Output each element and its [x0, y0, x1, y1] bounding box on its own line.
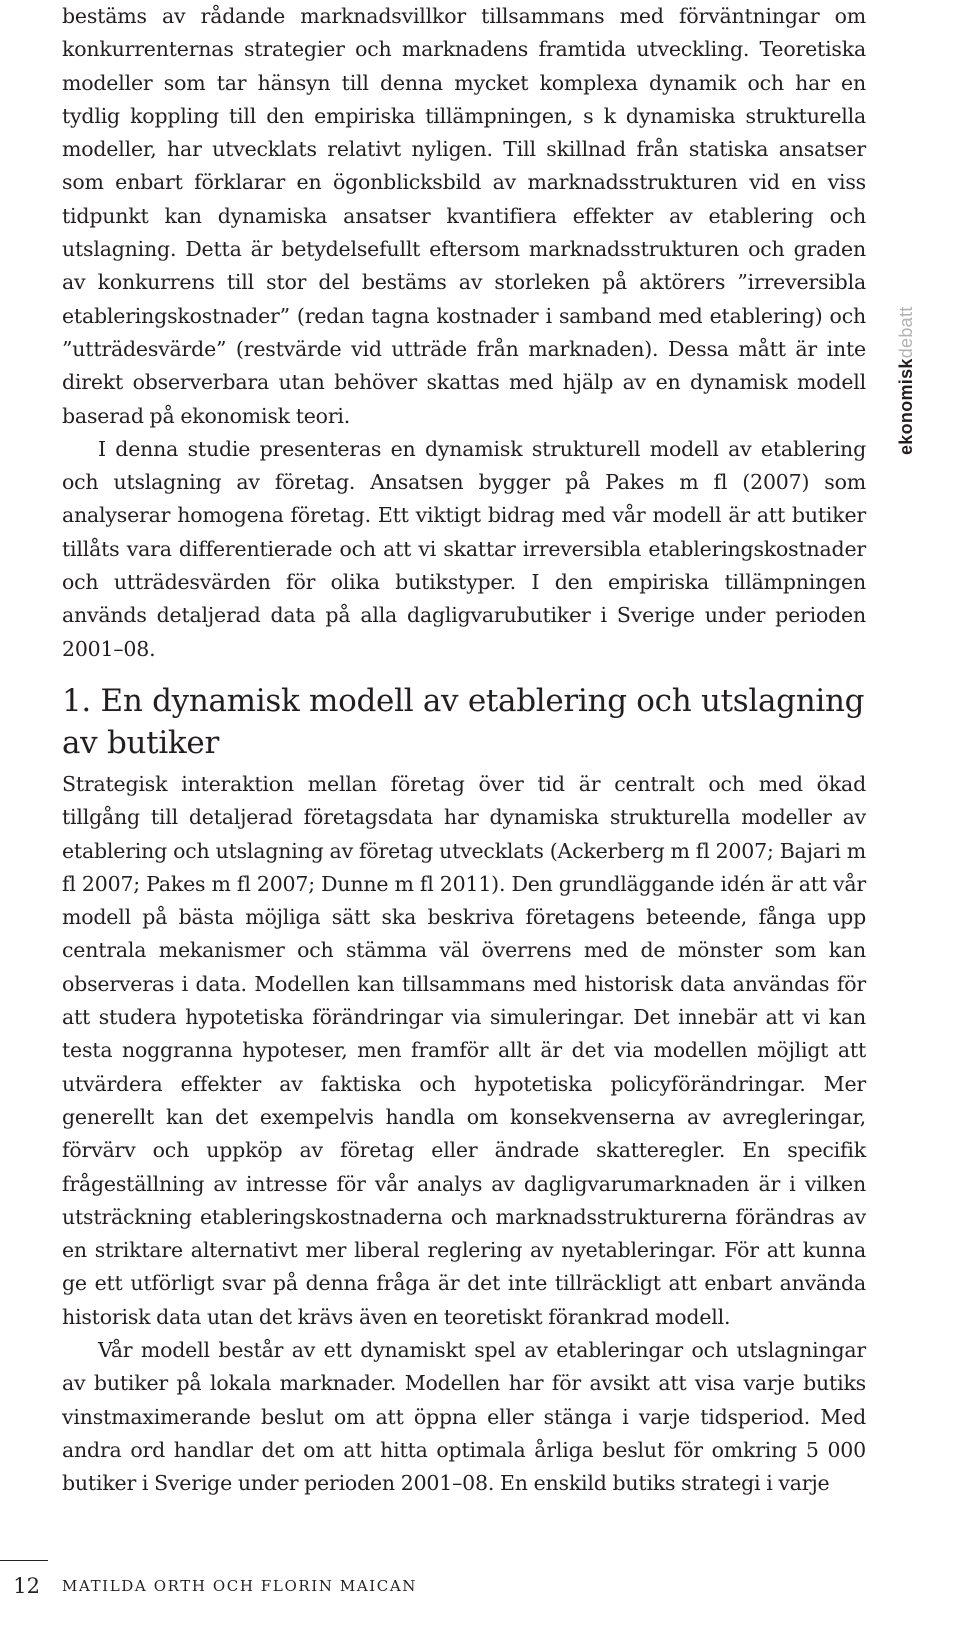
intro-paragraph: bestäms av rådande marknadsvillkor tillsammans med förväntningar om konkurrenternas strategier och marknadens framtida utveckling. Teoretiska modeller som tar hänsyn till denna mycket komplexa dynamik och har en tydlig koppling till den empiriska tillämpningen, s k dynamiska strukturella modeller, har utvecklats relativt nyligen. Till skillnad från statiska ansatser som enbart förklarar en ögonblicksbild av marknadsstrukturen vid en viss tidpunkt kan dynamiska ansatser kvantifiera effekter av etablering och utslagning. Detta är betydelsefullt eftersom marknadsstrukturen och graden av konkurrens till stor del bestäms av storleken på aktörers ”irreversibla etableringskostnader” (redan tagna kostnader i samband med etablering) och ”utträdesvärde” (restvärde vid utträde från marknaden). Dessa mått är inte direkt observerbara utan behöver skattas med hjälp av en dynamisk modell baserad på ekonomisk teori.	[62, 4, 866, 428]
journal-label-light: debatt	[896, 306, 916, 359]
journal-label-strong: ekonomisk	[896, 358, 916, 455]
section-paragraph: Vår modell består av ett dynamiskt spel av etableringar och utslagningar av butiker på lokala marknader. Modellen har för avsikt att visa varje butiks vinstmaximerande beslut om att öppna eller stänga i varje tidsperiod. Med andra ord handlar det om att hitta optimala årliga beslut för omkring 5 000 butiker i Sverige under perioden 2001–08. En enskild butiks strategi i varje	[62, 1338, 866, 1496]
page-number: 12	[13, 1574, 40, 1598]
footer-rule	[0, 1560, 48, 1561]
intro-text-block	[62, 0, 866, 666]
running-footer-authors: MATILDA ORTH OCH FLORIN MAICAN	[62, 1577, 418, 1595]
section-text-block	[62, 768, 866, 1501]
section-heading: 1. En dynamisk modell av etablering och utslagning av butiker	[62, 683, 865, 761]
journal-sidebar-label	[896, 306, 917, 455]
section-paragraph: Strategisk interaktion mellan företag över tid är centralt och med ökad tillgång till detaljerad företagsdata har dynamiska strukturella modeller av etablering och utslagning av företag utvecklats (Ackerberg m fl 2007; Bajari m fl 2007; Pakes m fl 2007; Dunne m fl 2011). Den grundläggande idén är att vår modell på bästa möjliga sätt ska beskriva företagens beteende, fånga upp centrala mekanismer och stämma väl överrens med de mönster som kan observeras i data. Modellen kan tillsammans med historisk data användas för att studera hypotetiska förändringar via simuleringar. Det innebär att vi kan testa noggranna hypoteser, men framför allt är det via modellen möjligt att utvärdera effekter av faktiska och hypotetiska policyförändringar. Mer generellt kan det exempelvis handla om konsekvenserna av avregleringar, förvärv och uppköp av företag eller ändrade skatteregler. En specifik frågeställning av intresse för vår analys av dagligvarumarknaden är i vilken utsträckning etableringskostnaderna och marknadsstrukturerna förändras av en striktare alternativt mer liberal reglering av nyetableringar. För att kunna ge ett utförligt svar på denna fråga är det inte tillräckligt att enbart använda historisk data utan det krävs även en teoretiskt förankrad modell.	[62, 772, 866, 1329]
intro-paragraph: I denna studie presenteras en dynamisk strukturell modell av etablering och utslagning av företag. Ansatsen bygger på Pakes m fl (2007) som analyserar homogena företag. Ett viktigt bidrag med vår modell är att butiker tillåts vara differentierade och att vi skattar irreversibla etableringskostnader och utträdesvärden för olika butikstyper. I den empiriska tillämpningen används detaljerad data på alla dagligvarubutiker i Sverige under perioden 2001–08.	[62, 436, 866, 661]
